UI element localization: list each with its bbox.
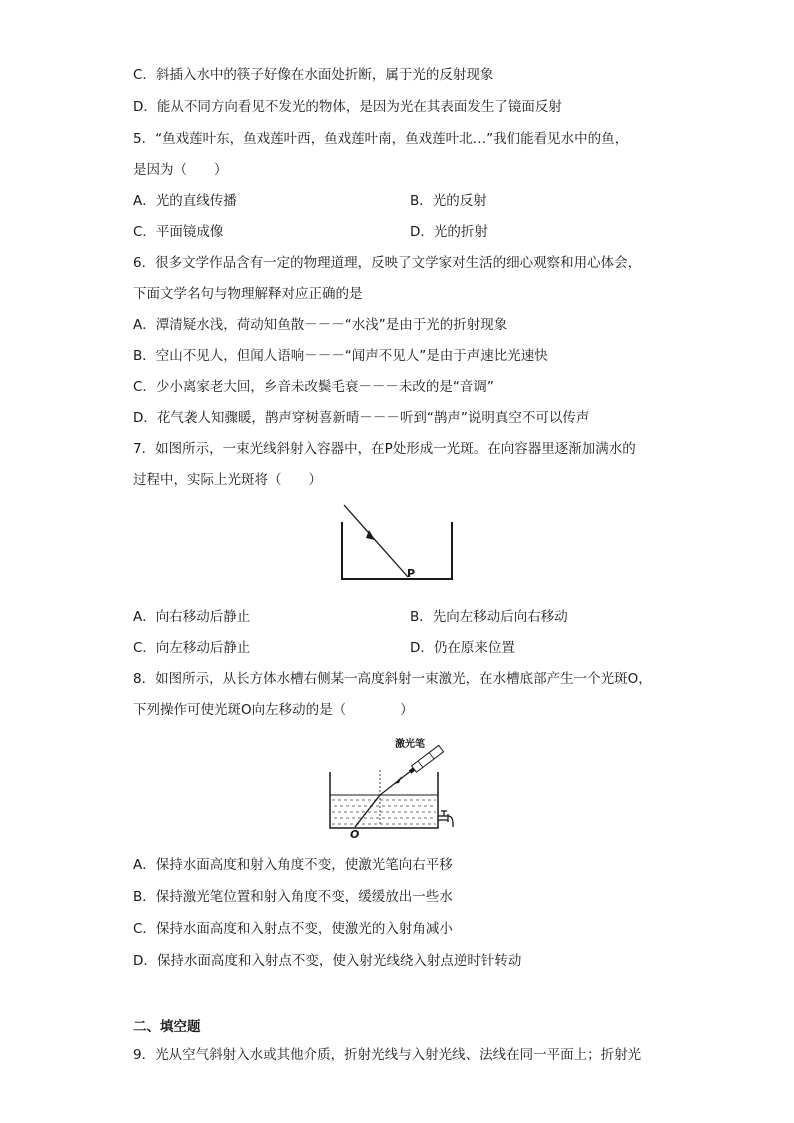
q7-stem-line1: 7．如图所示，一束光线斜射入容器中，在P处形成一光斑。在向容器里逐渐加满水的 (133, 441, 636, 457)
q6-option-a: A．潭清疑水浅，荷动知鱼散－－－“水浅”是由于光的折射现象 (133, 317, 508, 333)
q8-option-b: B．保持激光笔位置和射入角度不变，缓缓放出一些水 (133, 889, 453, 905)
q7-option-a: A．向右移动后静止 (133, 609, 251, 625)
q8-option-a: A．保持水面高度和射入角度不变，使激光笔向右平移 (133, 857, 453, 873)
q7-option-d: D．仍在原来位置 (410, 640, 515, 656)
q8-stem-line1: 8．如图所示，从长方体水槽右侧某一高度斜射一束激光，在水槽底部产生一个光斑O， (133, 671, 652, 687)
q4-option-c: C．斜插入水中的筷子好像在水面处折断，属于光的反射现象 (133, 67, 494, 83)
q4-option-d: D．能从不同方向看见不发光的物体，是因为光在其表面发生了镜面反射 (133, 99, 562, 115)
q5-option-d: D．光的折射 (410, 224, 488, 240)
q5-option-a: A．光的直线传播 (133, 193, 237, 209)
q5-stem-line1: 5．“鱼戏莲叶东，鱼戏莲叶西，鱼戏莲叶南，鱼戏莲叶北…”我们能看见水中的鱼， (133, 131, 629, 147)
q8-option-c: C．保持水面高度和入射点不变，使激光的入射角减小 (133, 921, 453, 937)
section-title-fill-in: 二、填空题 (133, 1019, 201, 1035)
q7-container-figure (330, 500, 460, 585)
q9-stem-line1: 9．光从空气斜射入水或其他介质，折射光线与入射光线、法线在同一平面上；折射光 (133, 1047, 642, 1063)
q6-option-b: B．空山不见人，但闻人语响－－－“闻声不见人”是由于声速比光速快 (133, 348, 548, 364)
beam-arrow-icon (394, 776, 402, 784)
spot-label-p: P (407, 567, 416, 580)
q7-stem-line2: 过程中，实际上光斑将（ ） (133, 472, 322, 488)
q6-stem-line1: 6．很多文学作品含有一定的物理道理，反映了文学家对生活的细心观察和用心体会， (133, 255, 642, 271)
q5-option-c: C．平面镜成像 (133, 224, 224, 240)
q6-stem-line2: 下面文学名句与物理解释对应正确的是 (133, 286, 363, 302)
q8-water-tank-figure (322, 728, 472, 840)
q7-option-b: B．先向左移动后向右移动 (410, 609, 568, 625)
drain-tap-icon (438, 811, 453, 827)
q6-option-c: C．少小离家老大回，乡音未改鬓毛衰－－－未改的是“音调” (133, 379, 494, 395)
light-ray (344, 505, 408, 577)
container-outline (342, 522, 452, 579)
q8-option-d: D．保持水面高度和入射点不变，使入射光线绕入射点逆时针转动 (133, 953, 522, 969)
q5-option-b: B．光的反射 (410, 193, 487, 209)
spot-label-o: O (350, 828, 360, 840)
q6-option-d: D．花气袭人知骤暖，鹊声穿树喜新晴－－－听到“鹊声”说明真空不可以传声 (133, 410, 590, 426)
q8-stem-line2: 下列操作可使光斑O向左移动的是（ ） (133, 702, 414, 718)
water-hatching (332, 800, 436, 824)
q7-option-c: C．向左移动后静止 (133, 640, 251, 656)
laser-pen-label: 激光笔 (395, 739, 425, 750)
q5-stem-line2: 是因为（ ） (133, 162, 228, 178)
